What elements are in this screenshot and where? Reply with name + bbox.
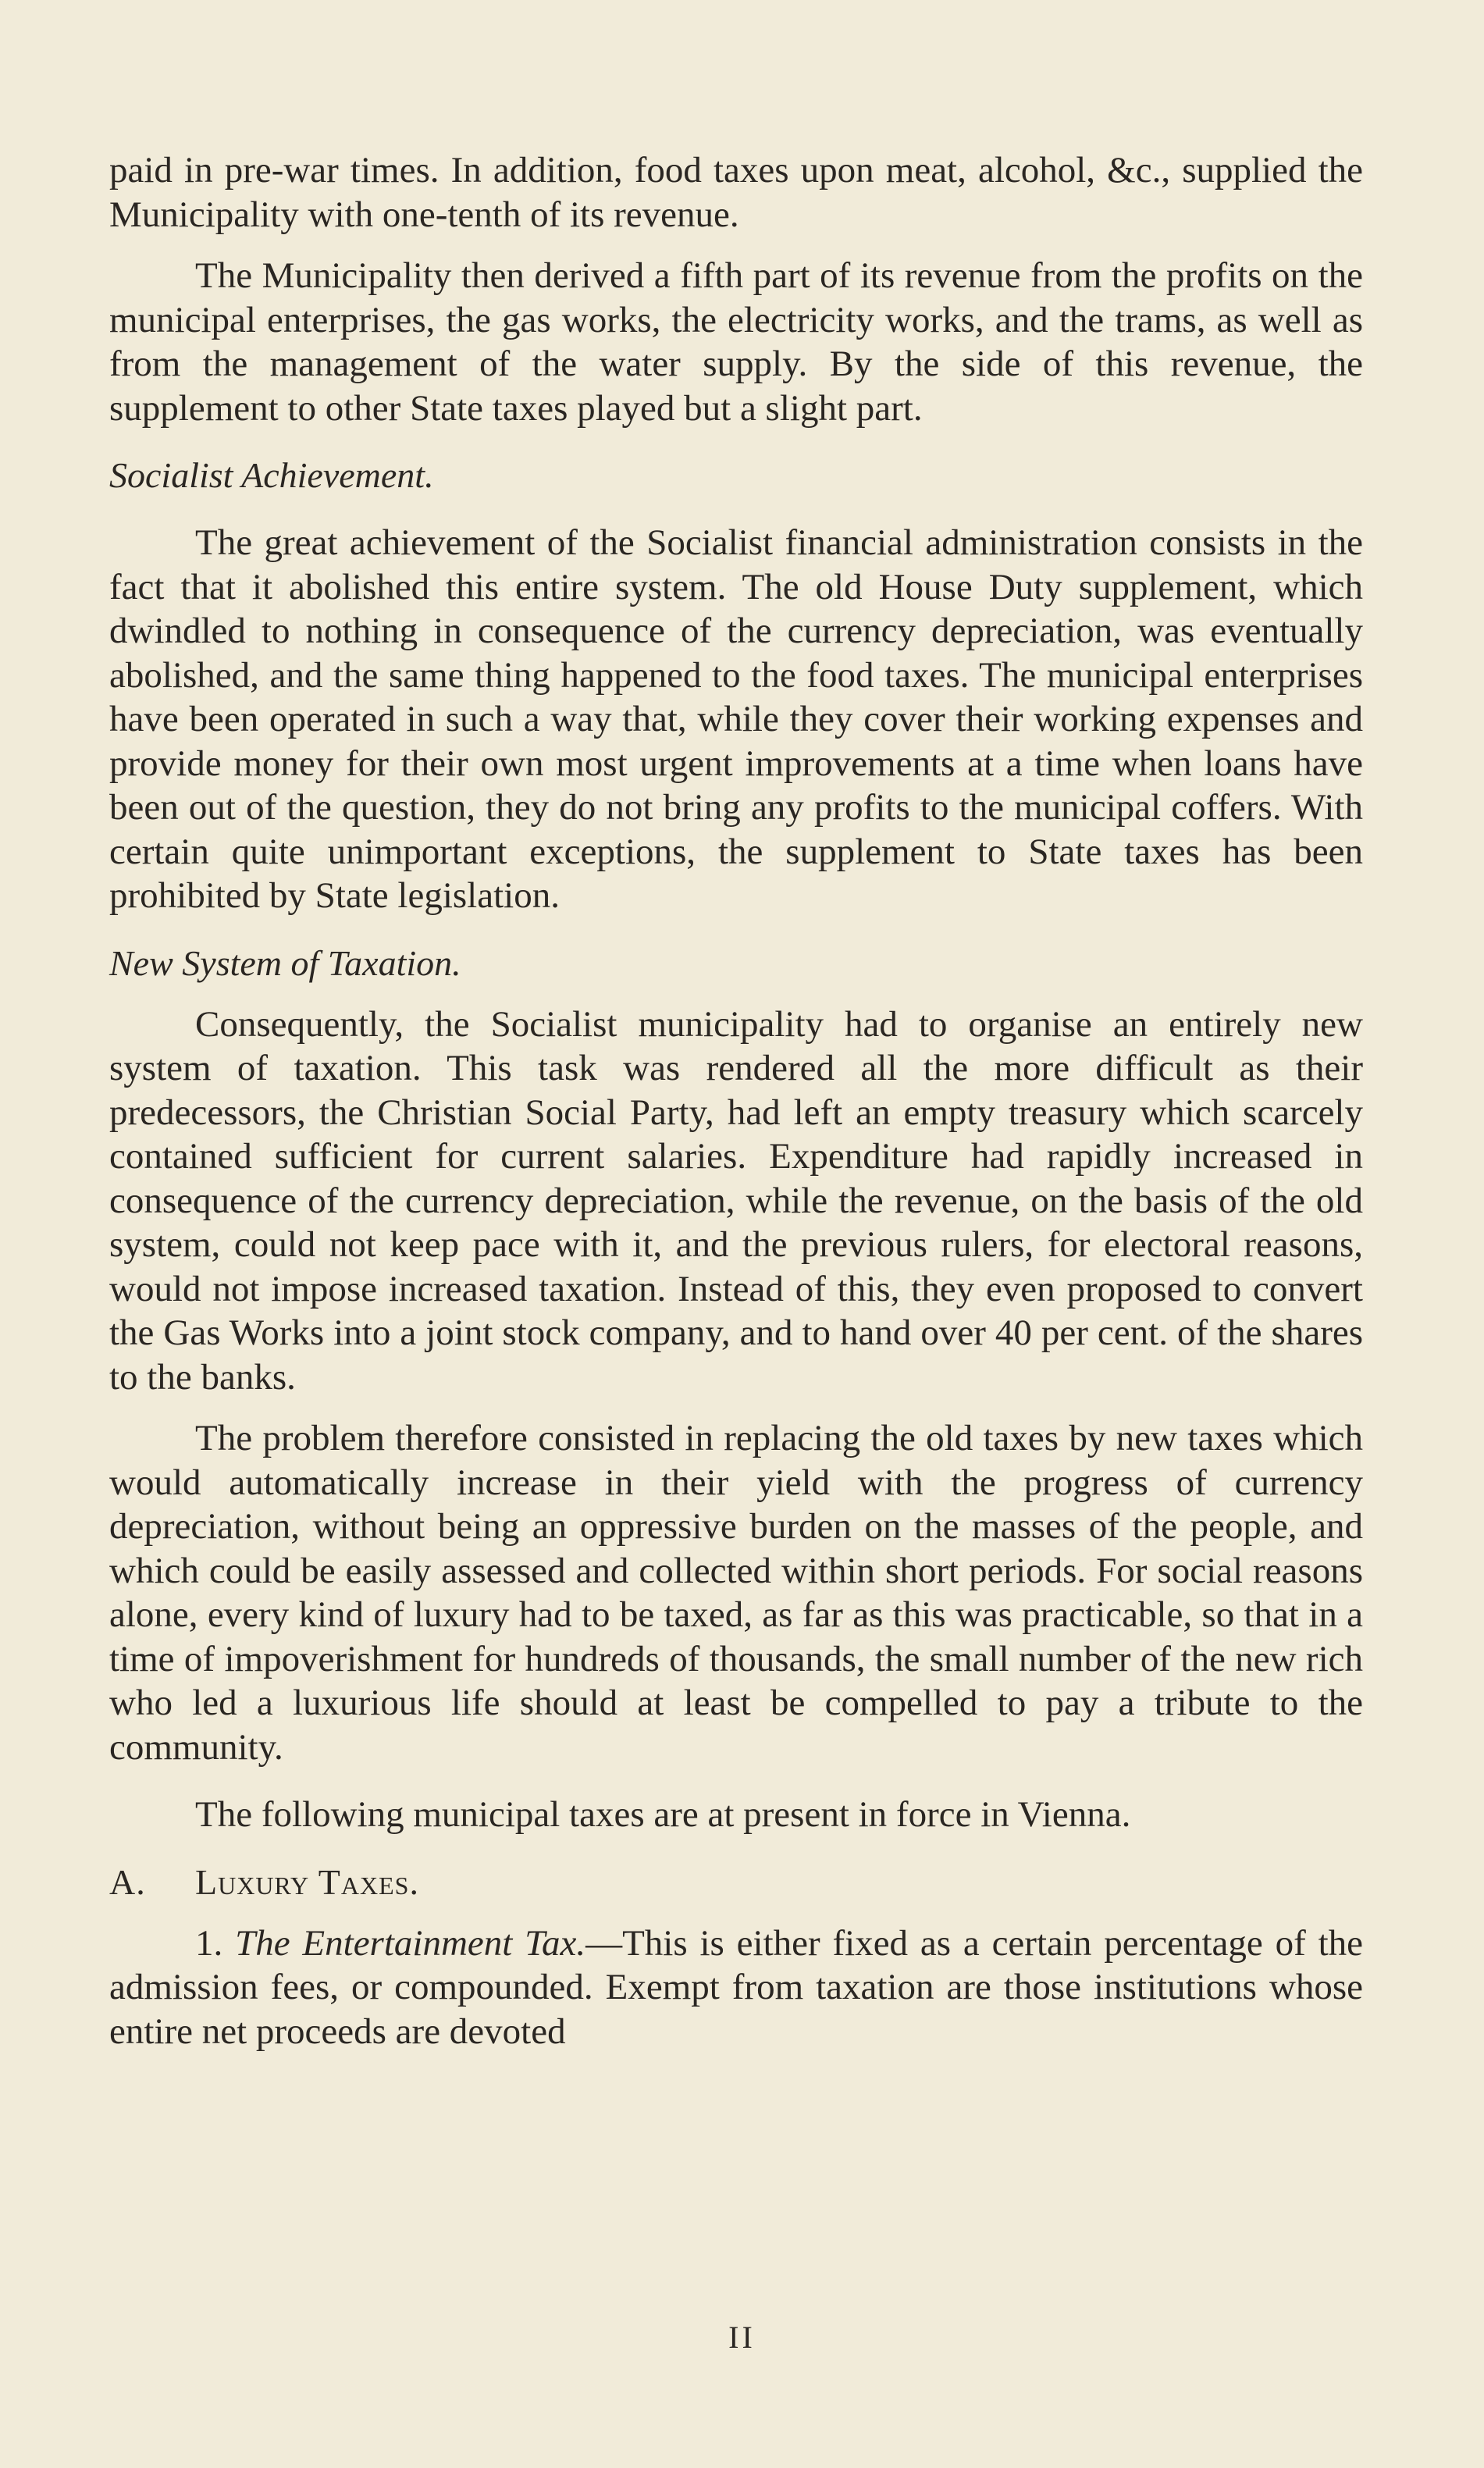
page-number: II	[728, 2320, 756, 2355]
item-title: The Entertainment Tax.	[235, 1922, 586, 1964]
paragraph: paid in pre-war times. In addition, food taxes upon meat, alcohol, &c., supplied the Municipality with one-tenth of its revenue.	[109, 150, 1363, 235]
section-a-number: A.	[109, 1861, 146, 1902]
paragraph: The following municipal taxes are at present in force in Vienna.	[195, 1794, 1131, 1835]
list-item-entertainment-tax	[109, 1921, 1363, 2054]
paragraph: The problem therefore consisted in replacing the old taxes by new taxes which would automatically increase in their yield with the progress of currency depreciation, without being an oppressive burden on the masses of the people, and which could be easily assessed and collected within short periods. For social reasons alone, every kind of luxury had to be taxed, as far as this was practicable, so that in a time of impoverishment for hundreds of thousands, the small number of the new rich who led a luxurious life should at least be compelled to pay a tribute to the community.	[109, 1418, 1363, 1768]
section-a-heading	[109, 1861, 1363, 1904]
document-page	[109, 148, 1363, 2053]
section-a-title: Luxury Taxes.	[195, 1861, 419, 1902]
paragraph: The Municipality then derived a fifth part of its revenue from the profits on the municipal enterprises, the gas works, the electricity works, and the trams, as well as from the management of the water supply. By the side of this revenue, the supplement to other State taxes played but a slight part.	[109, 255, 1363, 429]
paragraph: Consequently, the Socialist municipality had to organise an entirely new system of taxation. This task was rendered all the more difficult as their predecessors, the Christian Social Party, had left an empty treasury which scarcely contained sufficient for current salaries. Expenditure had rapidly increased in consequence of the currency depreciation, while the revenue, on the basis of the old system, could not keep pace with it, and the previous rulers, for electoral reasons, would not impose increased taxation. Instead of this, they even proposed to convert the Gas Works into a joint stock company, and to hand over 40 per cent. of the shares to the banks.	[109, 1003, 1363, 1398]
section-heading-new-system-of-taxation: New System of Taxation.	[109, 942, 461, 983]
item-text: This is either fixed as a certain percentage of the admission fees, or compounded. Exempt from taxation are those institutions whose entire net proceeds are devoted	[109, 1922, 1363, 2052]
paragraph: The great achievement of the Socialist financial administration consists in the fact that it abolished this entire system. The old House Duty supplement, which dwindled to nothing in consequence of the currency depreciation, was eventually abolished, and the same thing happened to the food taxes. The municipal enterprises have been operated in such a way that, while they cover their working expenses and provide money for their own most urgent improvements at a time when loans have been out of the question, they do not bring any profits to the municipal coffers. With certain quite unimportant exceptions, the supplement to State taxes has been prohibited by State legislation.	[109, 522, 1363, 916]
item-number: 1.	[195, 1922, 223, 1964]
section-heading-socialist-achievement: Socialist Achievement.	[109, 455, 434, 495]
item-dash: —	[585, 1922, 623, 1964]
